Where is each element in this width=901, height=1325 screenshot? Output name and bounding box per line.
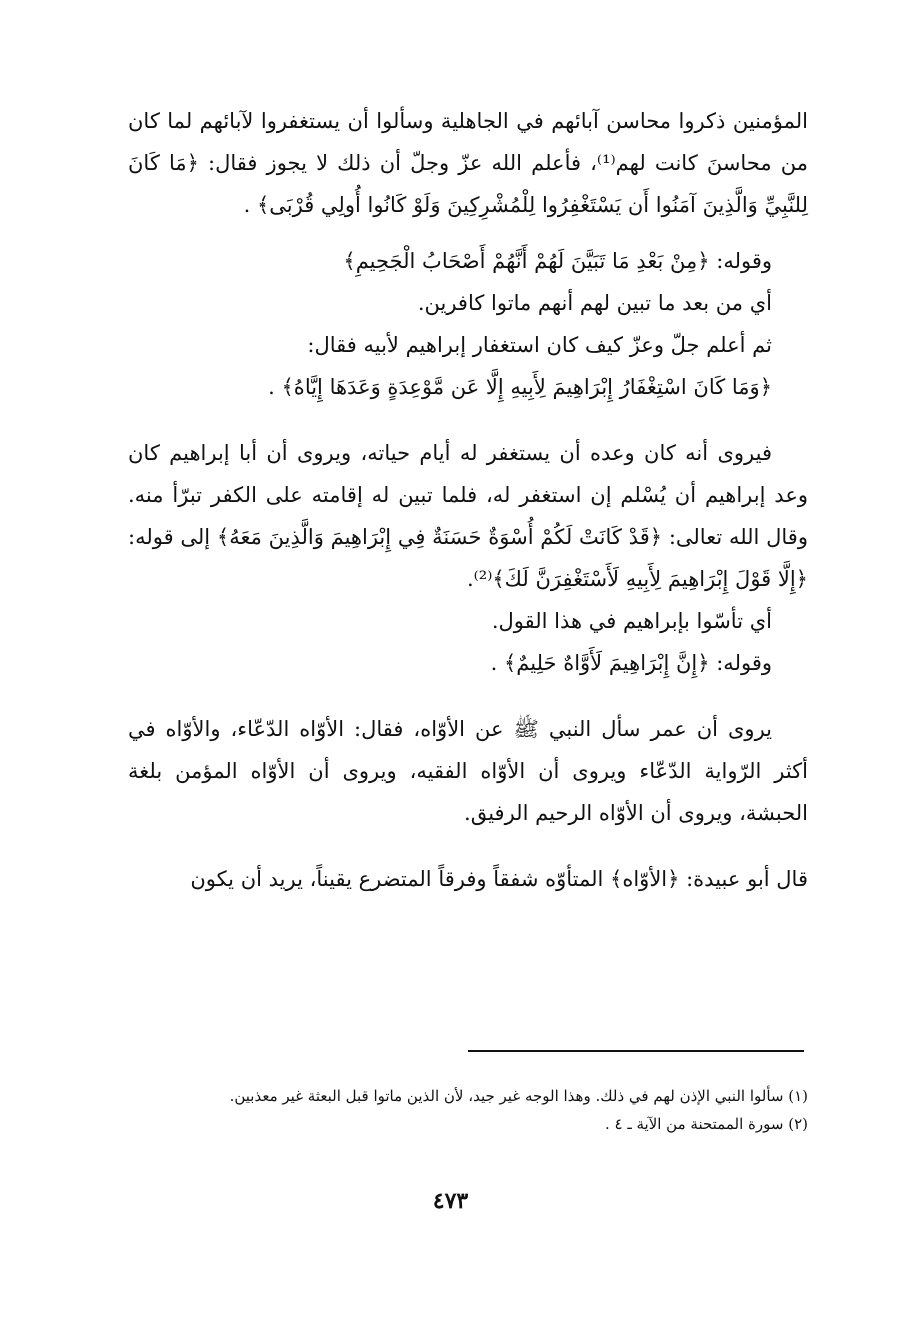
paragraph-quote-verse: وقوله: ﴿مِنْ بَعْدِ مَا تَبَيَّنَ لَهُمْ أَنَّهُمْ أَصْحَابُ الْجَحِيمِ﴾ bbox=[343, 249, 772, 273]
paragraph-ibrahim-intro: ثم أعلم جلّ وعزّ كيف كان استغفار إبراهيم لأبيه فقال: bbox=[307, 333, 772, 357]
paragraph-abu-ubaida: قال أبو عبيدة: ﴿الأوّاه﴾ المتأوّه شفقاً وفرقاً المتضرع يقيناً، يريد أن يكون bbox=[190, 867, 808, 891]
paragraph-awwah-verse: وقوله: ﴿إِنَّ إِبْرَاهِيمَ لَأَوَّاهٌ حَلِيمٌ﴾ . bbox=[490, 651, 772, 675]
paragraph-tasso: أي تأسّوا بإبراهيم في هذا القول. bbox=[491, 609, 772, 633]
paragraph-verse-istighfar: ﴿وَمَا كَانَ اسْتِغْفَارُ إِبْرَاهِيمَ لِأَبِيهِ إِلَّا عَن مَّوْعِدَةٍ وَعَدَهَا إِيَّاهُ﴾ . bbox=[268, 375, 772, 399]
paragraph-explanation: أي من بعد ما تبين لهم أنهم ماتوا كافرين. bbox=[417, 291, 772, 315]
paragraph-umar-narration: يروى أن عمر سأل النبي ﷺ عن الأوّاه، فقال: الأوّاه الدّعّاء، والأوّاه في أكثر الرّواية الدّعّاء ويروى أن الأوّاه الفقيه، ويروى أن الأوّاه المؤمن بلغة الحبشة، ويروى أن الأوّاه الرحيم الرفيق. bbox=[128, 717, 808, 825]
paragraph-intro: المؤمنين ذكروا محاسن آبائهم في الجاهلية وسألوا أن يستغفروا لآبائهم لما كان من محاسنَ كانت لهم⁽¹⁾، فأعلم الله عزّ وجلّ أن ذلك لا يجوز فقال: ﴿مَا كَانَ لِلنَّبِيِّ وَالَّذِينَ آمَنُوا أَن يَسْتَغْفِرُوا لِلْمُشْرِكِينَ وَلَوْ كَانُوا أُولِي قُرْبَى﴾ . bbox=[128, 109, 808, 217]
footnotes bbox=[128, 1082, 808, 1138]
footnote-1: (١) سألوا النبي الإذن لهم في ذلك. وهذا الوجه غير جيد، لأن الذين ماتوا قبل البعثة غير معذبين. bbox=[229, 1087, 808, 1105]
footnote-separator bbox=[468, 1050, 804, 1052]
paragraph-narration: فيروى أنه كان وعده أن يستغفر له أيام حياته، ويروى أن أبا إبراهيم كان وعد إبراهيم أن يُسْلم إن استغفر له، فلما تبين له إقامته على الكفر تبرّأ منه. وقال الله تعالى: ﴿قَدْ كَانَتْ لَكُمْ أُسْوَةٌ حَسَنَةٌ فِي إِبْرَاهِيمَ وَالَّذِينَ مَعَهُ﴾ إلى قوله: ﴿إِلَّا قَوْلَ إِبْرَاهِيمَ لِأَبِيهِ لَأَسْتَغْفِرَنَّ لَكَ﴾⁽²⁾. bbox=[128, 441, 808, 591]
main-text bbox=[128, 100, 808, 900]
page-number: ٤٧٣ bbox=[432, 1188, 469, 1214]
footnote-2: (٢) سورة الممتحنة من الآية ـ ٤ . bbox=[604, 1115, 808, 1133]
